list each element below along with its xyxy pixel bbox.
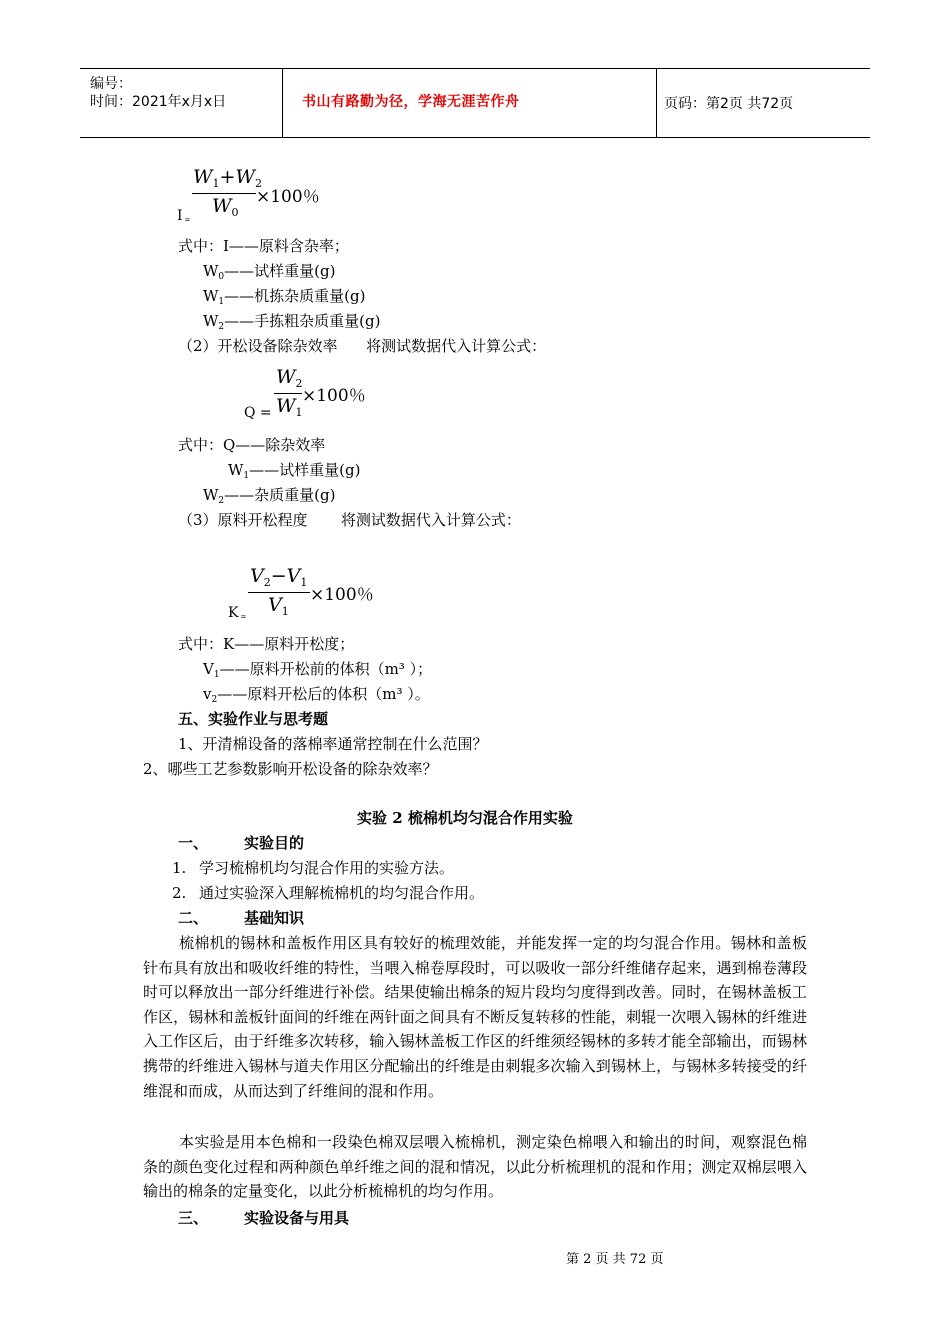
section-3-title: 实验设备与用具 — [244, 1209, 350, 1227]
formula3-fraction-bar — [248, 592, 310, 593]
formula2-denominator: $W_1$ — [276, 395, 303, 419]
section-2-number: 二、 — [178, 909, 209, 927]
experiment-description-paragraph: 本实验是用本色棉和一段染色棉双层喂入梳棉机，测定染色棉喂入和输出的时间，观察混色棉条的颜色变化过程和两种颜色单纤维之间的混和情况，以此分析梳理机的混和作用；测定双棉层喂入输出的棉条的定量变化，以此分析梳棉机的均匀作用。 — [143, 1133, 807, 1201]
def1-w2: $W_2——$手拣粗杂质重量(g) — [203, 312, 381, 332]
purpose-2: 通过实验深入理解梳棉机的均匀混合作用。 — [199, 884, 485, 902]
page-footer: 第 2 页 共 72 页 — [566, 1252, 664, 1267]
formula3-times: ×100％ — [310, 585, 374, 605]
def2-w2: $W_2——$杂质重量(g) — [203, 486, 336, 506]
section-1-number: 一、 — [178, 834, 209, 852]
def1-intro: 式中：I——原料含杂率； — [178, 237, 349, 255]
formula1-fraction-bar — [192, 193, 256, 194]
purpose-1: 学习梳棉机均匀混合作用的实验方法。 — [199, 859, 455, 877]
formula1-eq: = — [184, 216, 191, 224]
formula3-lhs: K — [228, 605, 239, 621]
experiment-2-title: 实验 2 梳棉机均匀混合作用实验 — [357, 809, 573, 827]
formula1-lhs: I — [177, 208, 183, 224]
purpose-1-number: 1. — [172, 859, 187, 877]
formula3-numerator: $V_2-V_1$ — [250, 565, 308, 589]
header-motto: 书山有路勤为径，学海无涯苦作舟 — [302, 94, 520, 110]
def3-v1: $V_1——$原料开松前的体积（m³ ）； — [203, 660, 433, 680]
basic-knowledge-paragraph: 梳棉机的锡林和盖板作用区具有较好的梳理效能，并能发挥一定的均匀混合作用。锡林和盖板针布具有放出和吸收纤维的特性，当喂入棉卷厚段时，可以吸收一部分纤维储存起来，遇到棉卷薄段时可以释放出一部分纤维进行补偿。结果使输出棉条的短片段均匀度得到改善。同时，在锡林盖板工作区，锡林和盖板针面间的纤维在两针面之间具有不断反复转移的性能，刺辊一次喂入锡林的纤维进入工作区后，由于纤维多次转移，输入锡林盖板工作区的纤维须经锡林的多转才能全部输出，而锡林携带的纤维进入锡林与道夫作用区分配输出的纤维是由刺辊多次输入到锡林上，与锡林多转接受的纤维混和而成，从而达到了纤维间的混和作用。 — [143, 934, 807, 1100]
item-2-heading: （2）开松设备除杂效率 将测试数据代入计算公式： — [178, 337, 547, 355]
def3-v2: $v_2——$原料开松后的体积（m³ ）。 — [203, 685, 430, 705]
formula2-fraction-bar — [274, 393, 302, 394]
section-3-number: 三、 — [178, 1209, 209, 1227]
formula2-lhs: Q = — [244, 405, 272, 421]
time-label: 时间：2021年x月x日 — [90, 94, 227, 110]
number-label: 编号： — [90, 76, 132, 92]
def2-intro: 式中：Q——除杂效率 — [178, 436, 326, 454]
purpose-2-number: 2. — [172, 884, 187, 902]
def1-w1: $W_1——$机拣杂质重量(g) — [203, 287, 366, 307]
formula1-numerator: $W_1+W_2$ — [193, 166, 262, 190]
formula3-denominator: $V_1$ — [268, 594, 289, 618]
question-1: 1、开清棉设备的落棉率通常控制在什么范围？ — [178, 735, 488, 753]
def2-w1: $W_1——$试样重量(g) — [228, 461, 361, 481]
formula3-eq: = — [240, 613, 247, 621]
section-1-title: 实验目的 — [244, 834, 305, 852]
section-2-title: 基础知识 — [244, 909, 305, 927]
item-3-heading: （3）原料开松程度 将测试数据代入计算公式： — [178, 511, 521, 529]
header-divider-left — [282, 69, 283, 137]
section-5-heading: 五、实验作业与思考题 — [178, 710, 329, 728]
question-2: 2、哪些工艺参数影响开松设备的除杂效率？ — [143, 760, 438, 778]
formula1-denominator: $W_0$ — [212, 195, 239, 219]
def1-w0: $W_0——$试样重量(g) — [203, 262, 336, 282]
formula2-times: ×100％ — [302, 386, 366, 406]
header-divider-right — [656, 69, 657, 137]
def3-intro: 式中：K——原料开松度； — [178, 635, 355, 653]
page-header — [80, 68, 870, 138]
formula1-times: ×100％ — [256, 187, 320, 207]
page-info: 页码：第2页 共72页 — [664, 96, 794, 112]
formula2-numerator: $W_2$ — [276, 366, 303, 390]
